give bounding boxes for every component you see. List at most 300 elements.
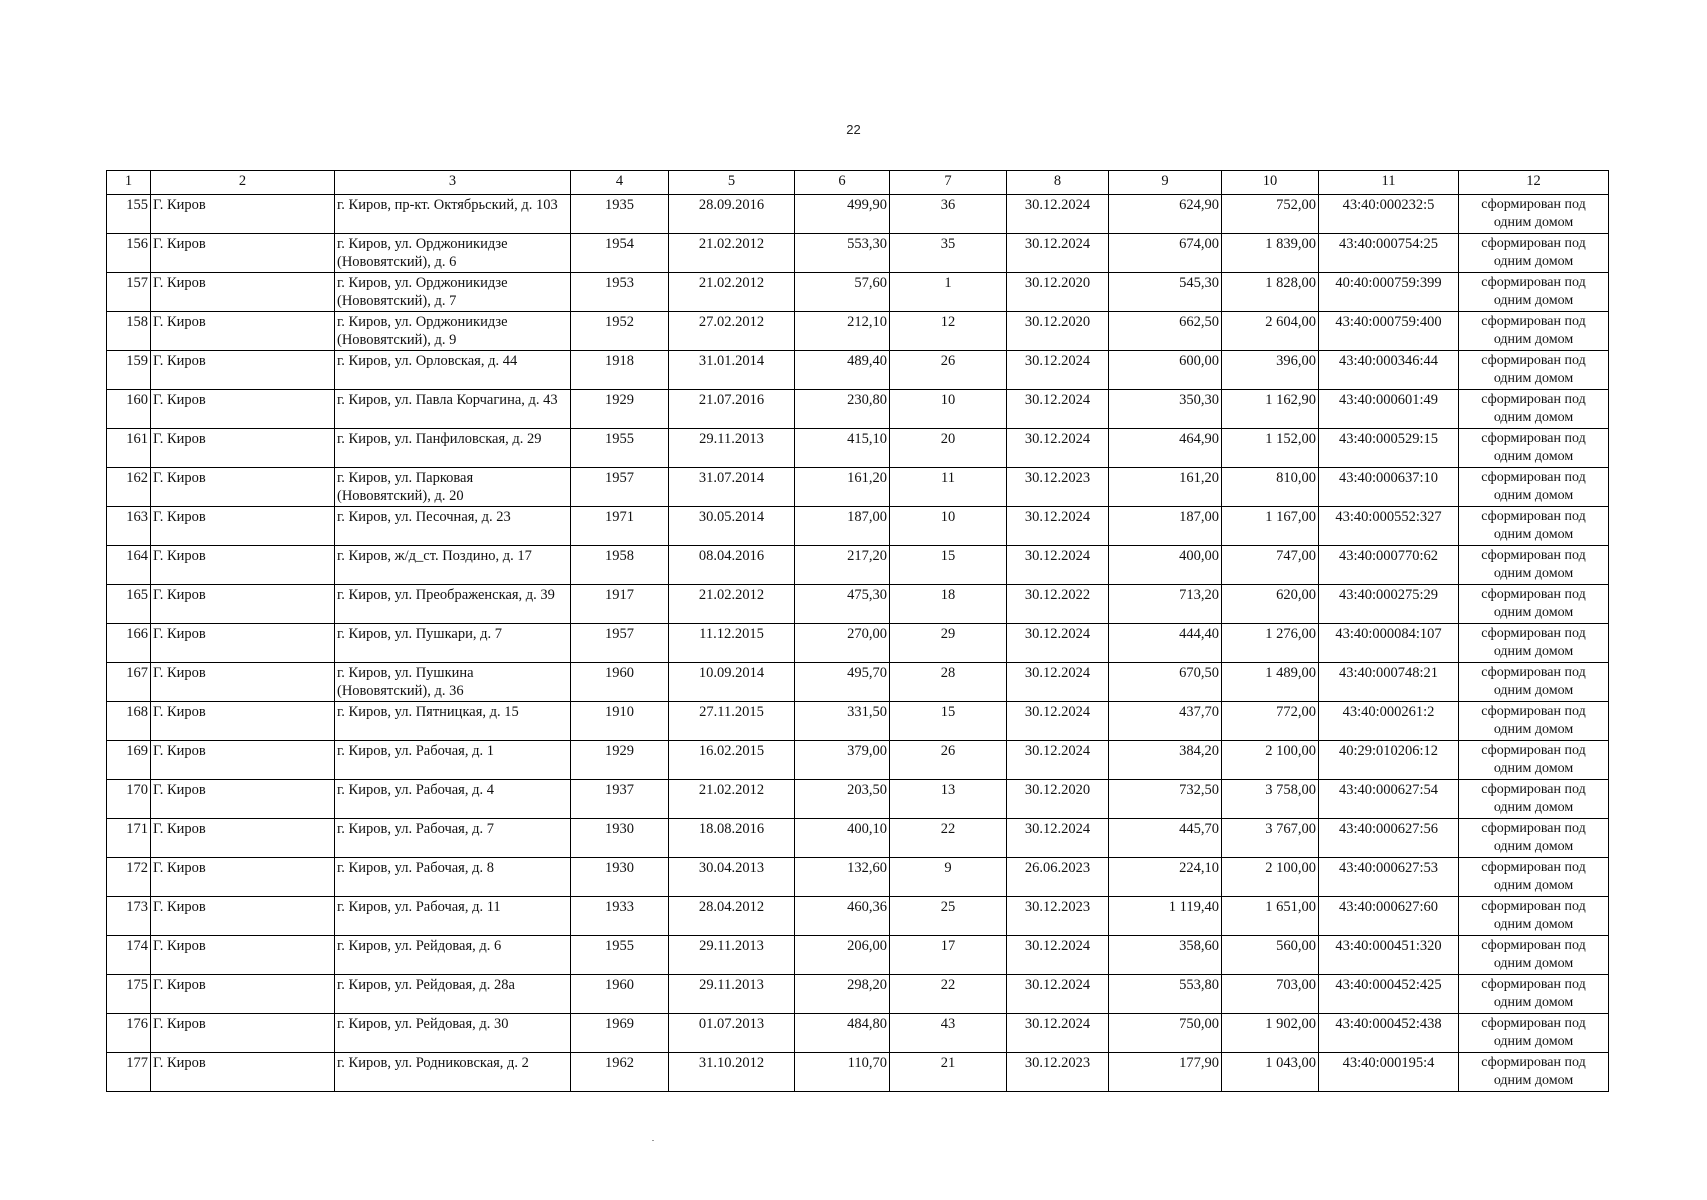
column-header-7: 7 — [890, 171, 1007, 195]
cell-resettlement-date: 30.12.2024 — [1007, 702, 1109, 741]
cell-year-built: 1929 — [571, 390, 669, 429]
cell-planned-area: 713,20 — [1109, 585, 1222, 624]
cell-land-status: сформирован под одним домом — [1459, 975, 1609, 1014]
column-header-9: 9 — [1109, 171, 1222, 195]
cell-land-area: 2 100,00 — [1222, 741, 1319, 780]
cell-resettlement-date: 30.12.2024 — [1007, 234, 1109, 273]
cell-residents: 18 — [890, 585, 1007, 624]
cell-municipality: Г. Киров — [151, 585, 335, 624]
cell-land-status: сформирован под одним домом — [1459, 897, 1609, 936]
cell-year-built: 1960 — [571, 663, 669, 702]
cell-planned-area: 1 119,40 — [1109, 897, 1222, 936]
cell-planned-area: 662,50 — [1109, 312, 1222, 351]
cell-planned-area: 437,70 — [1109, 702, 1222, 741]
column-header-6: 6 — [795, 171, 890, 195]
cell-land-status: сформирован под одним домом — [1459, 273, 1609, 312]
cell-resettlement-date: 30.12.2024 — [1007, 351, 1109, 390]
cell-resettlement-date: 30.12.2024 — [1007, 624, 1109, 663]
cell-municipality: Г. Киров — [151, 663, 335, 702]
cell-row-number: 176 — [107, 1014, 151, 1053]
cell-address: г. Киров, ул. Рабочая, д. 7 — [335, 819, 571, 858]
cell-resettlement-date: 30.12.2024 — [1007, 975, 1109, 1014]
cell-year-built: 1930 — [571, 819, 669, 858]
cell-land-area: 1 152,00 — [1222, 429, 1319, 468]
cell-resettlement-date: 30.12.2024 — [1007, 936, 1109, 975]
table-row — [107, 390, 1609, 429]
cell-land-area: 2 604,00 — [1222, 312, 1319, 351]
cell-land-area: 396,00 — [1222, 351, 1319, 390]
cell-inclusion-date: 27.11.2015 — [669, 702, 795, 741]
cell-land-status: сформирован под одним домом — [1459, 507, 1609, 546]
cell-land-area: 752,00 — [1222, 195, 1319, 234]
cell-cadastral-number: 43:40:000452:425 — [1319, 975, 1459, 1014]
cell-land-status: сформирован под одним домом — [1459, 546, 1609, 585]
cell-residents: 26 — [890, 351, 1007, 390]
cell-address: г. Киров, ул. Пятницкая, д. 15 — [335, 702, 571, 741]
cell-residents: 13 — [890, 780, 1007, 819]
cell-land-area: 1 162,90 — [1222, 390, 1319, 429]
cell-inclusion-date: 21.02.2012 — [669, 780, 795, 819]
cell-inclusion-date: 16.02.2015 — [669, 741, 795, 780]
cell-land-area: 3 758,00 — [1222, 780, 1319, 819]
cell-municipality: Г. Киров — [151, 195, 335, 234]
cell-row-number: 172 — [107, 858, 151, 897]
cell-row-number: 175 — [107, 975, 151, 1014]
cell-address: г. Киров, ул. Рабочая, д. 4 — [335, 780, 571, 819]
cell-area: 110,70 — [795, 1053, 890, 1092]
cell-planned-area: 670,50 — [1109, 663, 1222, 702]
table-row — [107, 234, 1609, 273]
cell-year-built: 1933 — [571, 897, 669, 936]
cell-resettlement-date: 30.12.2023 — [1007, 468, 1109, 507]
cell-land-area: 1 828,00 — [1222, 273, 1319, 312]
cell-area: 495,70 — [795, 663, 890, 702]
cell-planned-area: 350,30 — [1109, 390, 1222, 429]
cell-inclusion-date: 29.11.2013 — [669, 975, 795, 1014]
cell-address: г. Киров, ул. Пушкина (Нововятский), д. 36 — [335, 663, 571, 702]
table-row — [107, 663, 1609, 702]
cell-municipality: Г. Киров — [151, 468, 335, 507]
cell-municipality: Г. Киров — [151, 1014, 335, 1053]
column-header-10: 10 — [1222, 171, 1319, 195]
table-row — [107, 741, 1609, 780]
table-row — [107, 975, 1609, 1014]
cell-residents: 26 — [890, 741, 1007, 780]
cell-planned-area: 161,20 — [1109, 468, 1222, 507]
cell-cadastral-number: 43:40:000627:60 — [1319, 897, 1459, 936]
table-row — [107, 195, 1609, 234]
cell-address: г. Киров, ул. Рабочая, д. 1 — [335, 741, 571, 780]
cell-land-area: 747,00 — [1222, 546, 1319, 585]
cell-cadastral-number: 43:40:000232:5 — [1319, 195, 1459, 234]
cell-cadastral-number: 43:40:000195:4 — [1319, 1053, 1459, 1092]
cell-resettlement-date: 30.12.2024 — [1007, 429, 1109, 468]
cell-cadastral-number: 43:40:000601:49 — [1319, 390, 1459, 429]
cell-area: 206,00 — [795, 936, 890, 975]
cell-municipality: Г. Киров — [151, 702, 335, 741]
cell-resettlement-date: 30.12.2023 — [1007, 897, 1109, 936]
cell-area: 270,00 — [795, 624, 890, 663]
housing-register-table — [106, 170, 1609, 1092]
cell-resettlement-date: 30.12.2024 — [1007, 507, 1109, 546]
cell-residents: 36 — [890, 195, 1007, 234]
table-row — [107, 585, 1609, 624]
cell-inclusion-date: 27.02.2012 — [669, 312, 795, 351]
cell-row-number: 174 — [107, 936, 151, 975]
cell-planned-area: 445,70 — [1109, 819, 1222, 858]
cell-cadastral-number: 43:40:000084:107 — [1319, 624, 1459, 663]
table-row — [107, 1014, 1609, 1053]
cell-inclusion-date: 31.01.2014 — [669, 351, 795, 390]
cell-year-built: 1917 — [571, 585, 669, 624]
cell-year-built: 1958 — [571, 546, 669, 585]
cell-resettlement-date: 30.12.2024 — [1007, 546, 1109, 585]
cell-land-status: сформирован под одним домом — [1459, 429, 1609, 468]
cell-row-number: 157 — [107, 273, 151, 312]
cell-cadastral-number: 43:40:000627:56 — [1319, 819, 1459, 858]
cell-row-number: 177 — [107, 1053, 151, 1092]
cell-municipality: Г. Киров — [151, 819, 335, 858]
table-row — [107, 780, 1609, 819]
header-row — [107, 171, 1609, 195]
cell-municipality: Г. Киров — [151, 897, 335, 936]
cell-year-built: 1971 — [571, 507, 669, 546]
cell-address: г. Киров, ул. Орджоникидзе (Нововятский), д. 7 — [335, 273, 571, 312]
cell-residents: 12 — [890, 312, 1007, 351]
cell-inclusion-date: 21.07.2016 — [669, 390, 795, 429]
cell-land-status: сформирован под одним домом — [1459, 468, 1609, 507]
cell-inclusion-date: 21.02.2012 — [669, 273, 795, 312]
cell-cadastral-number: 43:40:000452:438 — [1319, 1014, 1459, 1053]
column-header-12: 12 — [1459, 171, 1609, 195]
cell-municipality: Г. Киров — [151, 780, 335, 819]
cell-row-number: 164 — [107, 546, 151, 585]
cell-planned-area: 674,00 — [1109, 234, 1222, 273]
cell-resettlement-date: 30.12.2020 — [1007, 312, 1109, 351]
cell-row-number: 160 — [107, 390, 151, 429]
cell-cadastral-number: 43:40:000637:10 — [1319, 468, 1459, 507]
cell-row-number: 169 — [107, 741, 151, 780]
cell-inclusion-date: 08.04.2016 — [669, 546, 795, 585]
cell-resettlement-date: 30.12.2022 — [1007, 585, 1109, 624]
table-row — [107, 546, 1609, 585]
table-header — [107, 171, 1609, 195]
cell-address: г. Киров, ул. Панфиловская, д. 29 — [335, 429, 571, 468]
cell-land-status: сформирован под одним домом — [1459, 624, 1609, 663]
cell-address: г. Киров, ул. Рабочая, д. 11 — [335, 897, 571, 936]
cell-land-area: 2 100,00 — [1222, 858, 1319, 897]
cell-land-status: сформирован под одним домом — [1459, 1053, 1609, 1092]
cell-land-area: 772,00 — [1222, 702, 1319, 741]
cell-planned-area: 187,00 — [1109, 507, 1222, 546]
cell-area: 57,60 — [795, 273, 890, 312]
cell-year-built: 1962 — [571, 1053, 669, 1092]
cell-municipality: Г. Киров — [151, 273, 335, 312]
table-row — [107, 468, 1609, 507]
cell-land-status: сформирован под одним домом — [1459, 819, 1609, 858]
cell-year-built: 1929 — [571, 741, 669, 780]
cell-land-status: сформирован под одним домом — [1459, 585, 1609, 624]
cell-year-built: 1960 — [571, 975, 669, 1014]
cell-cadastral-number: 40:29:010206:12 — [1319, 741, 1459, 780]
cell-address: г. Киров, ул. Рейдовая, д. 30 — [335, 1014, 571, 1053]
cell-inclusion-date: 21.02.2012 — [669, 234, 795, 273]
cell-area: 203,50 — [795, 780, 890, 819]
cell-inclusion-date: 31.10.2012 — [669, 1053, 795, 1092]
cell-area: 489,40 — [795, 351, 890, 390]
cell-cadastral-number: 43:40:000346:44 — [1319, 351, 1459, 390]
cell-area: 499,90 — [795, 195, 890, 234]
cell-land-area: 1 167,00 — [1222, 507, 1319, 546]
cell-municipality: Г. Киров — [151, 936, 335, 975]
cell-area: 475,30 — [795, 585, 890, 624]
cell-resettlement-date: 30.12.2024 — [1007, 195, 1109, 234]
cell-land-area: 1 651,00 — [1222, 897, 1319, 936]
cell-row-number: 170 — [107, 780, 151, 819]
cell-row-number: 168 — [107, 702, 151, 741]
cell-land-status: сформирован под одним домом — [1459, 390, 1609, 429]
cell-inclusion-date: 28.09.2016 — [669, 195, 795, 234]
cell-land-status: сформирован под одним домом — [1459, 936, 1609, 975]
cell-row-number: 163 — [107, 507, 151, 546]
cell-residents: 22 — [890, 819, 1007, 858]
cell-year-built: 1935 — [571, 195, 669, 234]
table-row — [107, 819, 1609, 858]
cell-land-area: 703,00 — [1222, 975, 1319, 1014]
cell-residents: 22 — [890, 975, 1007, 1014]
cell-municipality: Г. Киров — [151, 741, 335, 780]
cell-planned-area: 224,10 — [1109, 858, 1222, 897]
cell-row-number: 156 — [107, 234, 151, 273]
cell-residents: 28 — [890, 663, 1007, 702]
cell-year-built: 1955 — [571, 936, 669, 975]
cell-land-area: 1 902,00 — [1222, 1014, 1319, 1053]
cell-inclusion-date: 11.12.2015 — [669, 624, 795, 663]
cell-inclusion-date: 30.05.2014 — [669, 507, 795, 546]
cell-inclusion-date: 30.04.2013 — [669, 858, 795, 897]
column-header-4: 4 — [571, 171, 669, 195]
cell-row-number: 166 — [107, 624, 151, 663]
cell-planned-area: 624,90 — [1109, 195, 1222, 234]
cell-inclusion-date: 31.07.2014 — [669, 468, 795, 507]
cell-year-built: 1957 — [571, 624, 669, 663]
cell-municipality: Г. Киров — [151, 975, 335, 1014]
cell-residents: 15 — [890, 546, 1007, 585]
table-body — [107, 195, 1609, 1092]
cell-planned-area: 400,00 — [1109, 546, 1222, 585]
column-header-2: 2 — [151, 171, 335, 195]
cell-planned-area: 553,80 — [1109, 975, 1222, 1014]
table-row — [107, 702, 1609, 741]
cell-land-status: сформирован под одним домом — [1459, 351, 1609, 390]
cell-area: 400,10 — [795, 819, 890, 858]
table-row — [107, 351, 1609, 390]
cell-municipality: Г. Киров — [151, 546, 335, 585]
cell-resettlement-date: 30.12.2020 — [1007, 273, 1109, 312]
cell-year-built: 1953 — [571, 273, 669, 312]
cell-cadastral-number: 43:40:000754:25 — [1319, 234, 1459, 273]
cell-municipality: Г. Киров — [151, 312, 335, 351]
cell-planned-area: 750,00 — [1109, 1014, 1222, 1053]
cell-municipality: Г. Киров — [151, 507, 335, 546]
cell-residents: 10 — [890, 507, 1007, 546]
cell-planned-area: 444,40 — [1109, 624, 1222, 663]
cell-area: 415,10 — [795, 429, 890, 468]
scan-mark — [652, 1140, 654, 1141]
cell-residents: 10 — [890, 390, 1007, 429]
cell-planned-area: 464,90 — [1109, 429, 1222, 468]
cell-residents: 20 — [890, 429, 1007, 468]
cell-area: 460,36 — [795, 897, 890, 936]
cell-planned-area: 358,60 — [1109, 936, 1222, 975]
cell-land-status: сформирован под одним домом — [1459, 1014, 1609, 1053]
cell-land-status: сформирован под одним домом — [1459, 702, 1609, 741]
cell-inclusion-date: 29.11.2013 — [669, 936, 795, 975]
cell-planned-area: 177,90 — [1109, 1053, 1222, 1092]
cell-address: г. Киров, ул. Пушкари, д. 7 — [335, 624, 571, 663]
column-header-11: 11 — [1319, 171, 1459, 195]
cell-municipality: Г. Киров — [151, 390, 335, 429]
cell-year-built: 1969 — [571, 1014, 669, 1053]
cell-cadastral-number: 40:40:000759:399 — [1319, 273, 1459, 312]
cell-address: г. Киров, ул. Орловская, д. 44 — [335, 351, 571, 390]
cell-cadastral-number: 43:40:000552:327 — [1319, 507, 1459, 546]
cell-municipality: Г. Киров — [151, 351, 335, 390]
cell-land-status: сформирован под одним домом — [1459, 780, 1609, 819]
cell-year-built: 1930 — [571, 858, 669, 897]
cell-address: г. Киров, ул. Родниковская, д. 2 — [335, 1053, 571, 1092]
cell-address: г. Киров, ул. Парковая (Нововятский), д. 20 — [335, 468, 571, 507]
cell-residents: 21 — [890, 1053, 1007, 1092]
cell-area: 230,80 — [795, 390, 890, 429]
cell-land-area: 3 767,00 — [1222, 819, 1319, 858]
cell-land-area: 560,00 — [1222, 936, 1319, 975]
cell-land-area: 1 043,00 — [1222, 1053, 1319, 1092]
cell-inclusion-date: 10.09.2014 — [669, 663, 795, 702]
cell-residents: 29 — [890, 624, 1007, 663]
cell-area: 484,80 — [795, 1014, 890, 1053]
cell-municipality: Г. Киров — [151, 858, 335, 897]
cell-resettlement-date: 30.12.2024 — [1007, 390, 1109, 429]
table-row — [107, 429, 1609, 468]
cell-area: 298,20 — [795, 975, 890, 1014]
column-header-1: 1 — [107, 171, 151, 195]
table-row — [107, 624, 1609, 663]
cell-row-number: 155 — [107, 195, 151, 234]
cell-land-area: 1 839,00 — [1222, 234, 1319, 273]
cell-land-status: сформирован под одним домом — [1459, 312, 1609, 351]
cell-land-status: сформирован под одним домом — [1459, 741, 1609, 780]
cell-land-area: 1 276,00 — [1222, 624, 1319, 663]
cell-address: г. Киров, ул. Рейдовая, д. 6 — [335, 936, 571, 975]
cell-land-status: сформирован под одним домом — [1459, 858, 1609, 897]
table-row — [107, 507, 1609, 546]
cell-resettlement-date: 30.12.2024 — [1007, 741, 1109, 780]
cell-inclusion-date: 18.08.2016 — [669, 819, 795, 858]
cell-municipality: Г. Киров — [151, 429, 335, 468]
cell-residents: 43 — [890, 1014, 1007, 1053]
cell-year-built: 1957 — [571, 468, 669, 507]
cell-resettlement-date: 30.12.2023 — [1007, 1053, 1109, 1092]
cell-planned-area: 732,50 — [1109, 780, 1222, 819]
cell-land-status: сформирован под одним домом — [1459, 195, 1609, 234]
cell-year-built: 1952 — [571, 312, 669, 351]
cell-row-number: 171 — [107, 819, 151, 858]
cell-year-built: 1918 — [571, 351, 669, 390]
cell-land-area: 620,00 — [1222, 585, 1319, 624]
cell-inclusion-date: 01.07.2013 — [669, 1014, 795, 1053]
cell-address: г. Киров, ул. Преображенская, д. 39 — [335, 585, 571, 624]
table-row — [107, 897, 1609, 936]
cell-address: г. Киров, ул. Рейдовая, д. 28а — [335, 975, 571, 1014]
cell-area: 331,50 — [795, 702, 890, 741]
cell-resettlement-date: 26.06.2023 — [1007, 858, 1109, 897]
cell-cadastral-number: 43:40:000748:21 — [1319, 663, 1459, 702]
cell-cadastral-number: 43:40:000759:400 — [1319, 312, 1459, 351]
cell-address: г. Киров, пр-кт. Октябрьский, д. 103 — [335, 195, 571, 234]
cell-planned-area: 384,20 — [1109, 741, 1222, 780]
cell-address: г. Киров, ул. Павла Корчагина, д. 43 — [335, 390, 571, 429]
table-row — [107, 312, 1609, 351]
table-row — [107, 936, 1609, 975]
cell-area: 187,00 — [795, 507, 890, 546]
cell-residents: 11 — [890, 468, 1007, 507]
cell-cadastral-number: 43:40:000275:29 — [1319, 585, 1459, 624]
cell-year-built: 1955 — [571, 429, 669, 468]
cell-municipality: Г. Киров — [151, 624, 335, 663]
cell-residents: 17 — [890, 936, 1007, 975]
cell-cadastral-number: 43:40:000627:53 — [1319, 858, 1459, 897]
cell-land-status: сформирован под одним домом — [1459, 663, 1609, 702]
cell-planned-area: 600,00 — [1109, 351, 1222, 390]
cell-planned-area: 545,30 — [1109, 273, 1222, 312]
cell-address: г. Киров, ул. Орджоникидзе (Нововятский), д. 6 — [335, 234, 571, 273]
cell-residents: 35 — [890, 234, 1007, 273]
cell-resettlement-date: 30.12.2024 — [1007, 663, 1109, 702]
cell-inclusion-date: 28.04.2012 — [669, 897, 795, 936]
cell-land-area: 810,00 — [1222, 468, 1319, 507]
cell-address: г. Киров, ул. Рабочая, д. 8 — [335, 858, 571, 897]
cell-land-status: сформирован под одним домом — [1459, 234, 1609, 273]
cell-row-number: 173 — [107, 897, 151, 936]
cell-row-number: 162 — [107, 468, 151, 507]
column-header-5: 5 — [669, 171, 795, 195]
cell-area: 217,20 — [795, 546, 890, 585]
cell-resettlement-date: 30.12.2024 — [1007, 1014, 1109, 1053]
table-row — [107, 273, 1609, 312]
cell-cadastral-number: 43:40:000529:15 — [1319, 429, 1459, 468]
cell-year-built: 1937 — [571, 780, 669, 819]
cell-resettlement-date: 30.12.2024 — [1007, 819, 1109, 858]
cell-area: 212,10 — [795, 312, 890, 351]
cell-residents: 15 — [890, 702, 1007, 741]
cell-inclusion-date: 21.02.2012 — [669, 585, 795, 624]
cell-residents: 1 — [890, 273, 1007, 312]
cell-cadastral-number: 43:40:000451:320 — [1319, 936, 1459, 975]
cell-year-built: 1910 — [571, 702, 669, 741]
column-header-3: 3 — [335, 171, 571, 195]
cell-area: 379,00 — [795, 741, 890, 780]
cell-row-number: 161 — [107, 429, 151, 468]
cell-address: г. Киров, ул. Песочная, д. 23 — [335, 507, 571, 546]
cell-year-built: 1954 — [571, 234, 669, 273]
cell-address: г. Киров, ул. Орджоникидзе (Нововятский), д. 9 — [335, 312, 571, 351]
cell-area: 132,60 — [795, 858, 890, 897]
cell-resettlement-date: 30.12.2020 — [1007, 780, 1109, 819]
column-header-8: 8 — [1007, 171, 1109, 195]
cell-land-area: 1 489,00 — [1222, 663, 1319, 702]
cell-municipality: Г. Киров — [151, 234, 335, 273]
